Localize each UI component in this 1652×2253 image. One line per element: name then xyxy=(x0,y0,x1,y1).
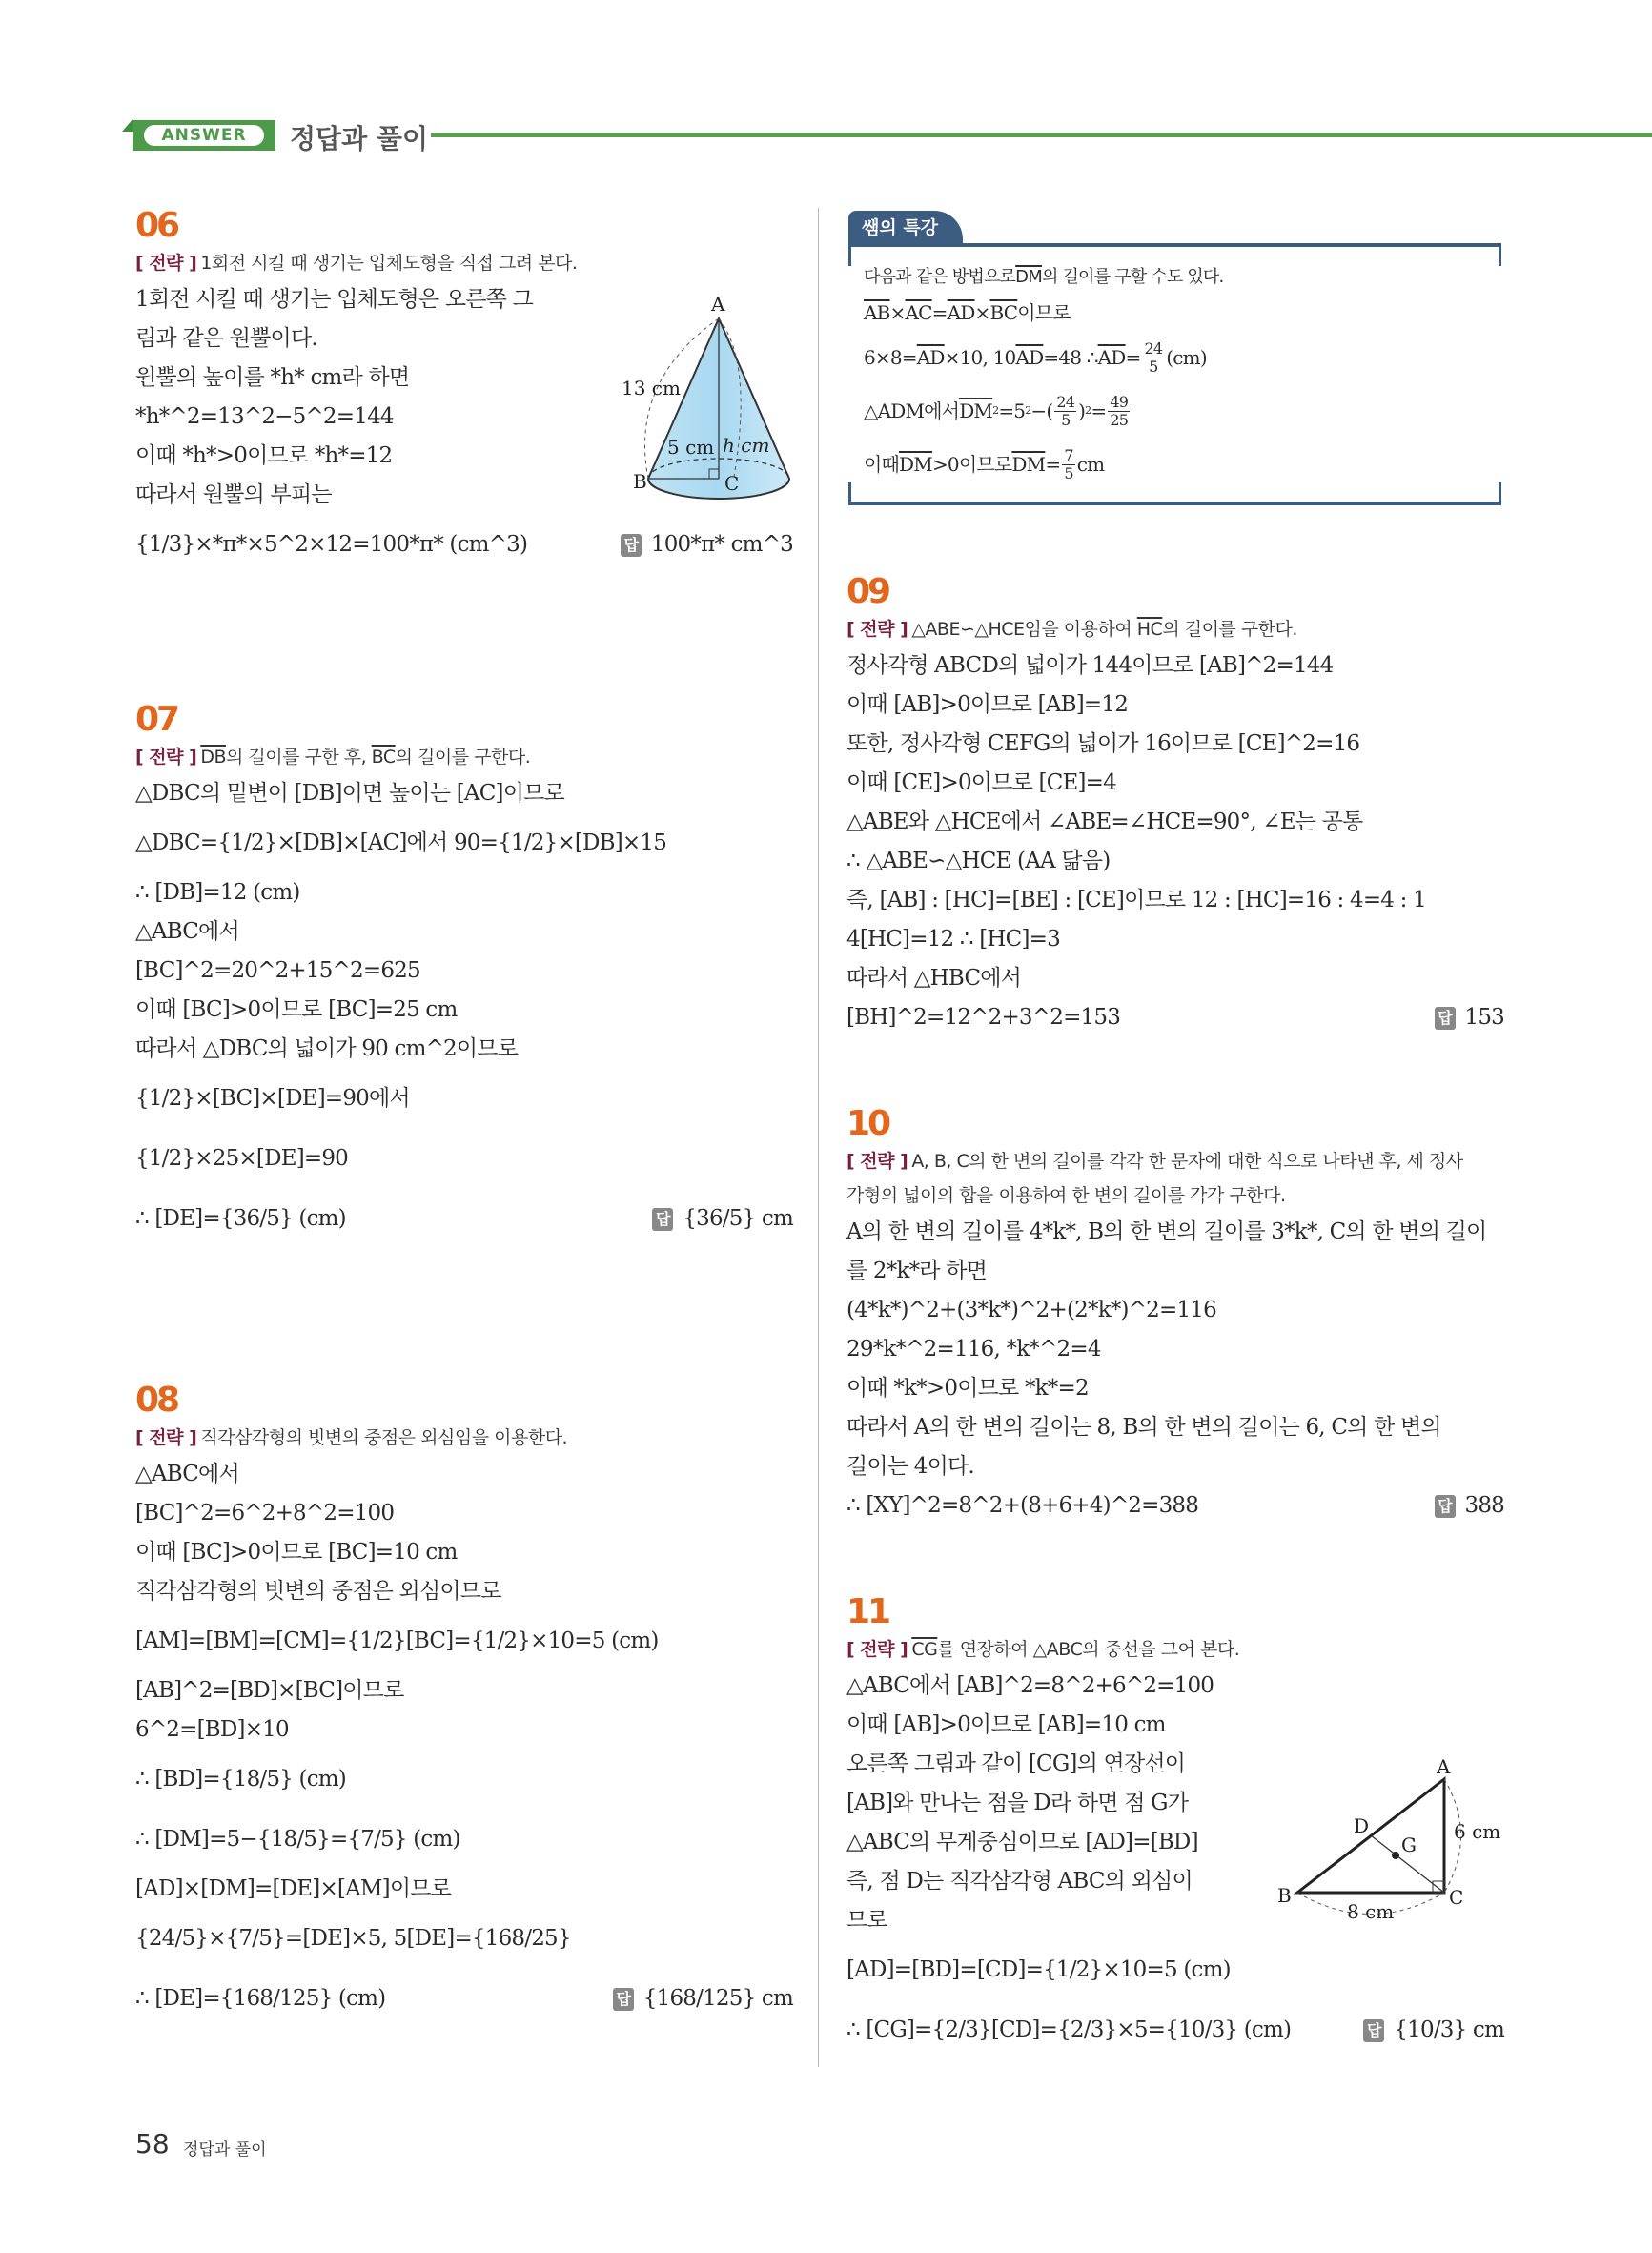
problem-number: 08 xyxy=(135,1381,178,1420)
answer-badge-label: ANSWER xyxy=(144,125,264,146)
problem-number: 11 xyxy=(846,1592,889,1631)
solution-line-text: [BH]^2=12^2+3^2=153 xyxy=(846,1005,1121,1030)
solution-line-text: 따라서 △DBC의 넓이가 90 cm^2이므로 xyxy=(135,1036,519,1061)
tri-label-g: G xyxy=(1401,1833,1417,1856)
solution-line-text: △ABC에서 [AB]^2=8^2+6^2=100 xyxy=(846,1673,1214,1698)
solution-line-text: 길이는 4이다. xyxy=(846,1454,974,1479)
solution-line-text: 6^2=[BD]×10 xyxy=(135,1717,289,1742)
solution-line-text: 이때 *k*>0이므로 *k*=2 xyxy=(846,1376,1089,1401)
solution-line-text: 이때 [CE]>0이므로 [CE]=4 xyxy=(846,770,1116,795)
solution-line-text: ∴ [CG]={2/3}[CD]={2/3}×5={10/3} (cm) xyxy=(846,2017,1292,2042)
solution-line-text: {1/2}×25×[DE]=90 xyxy=(135,1146,349,1171)
solution-line-text: 즉, [AB] : [HC]=[BE] : [CE]이므로 12 : [HC]=16 : 4=4 : 1 xyxy=(846,888,1426,912)
solution-line-text: [BC]^2=6^2+8^2=100 xyxy=(135,1501,395,1526)
solution-line-text: 이때 [AB]>0이므로 [AB]=12 xyxy=(846,692,1129,717)
solution-line-text: 또한, 정사각형 CEFG의 넓이가 16이므로 [CE]^2=16 xyxy=(846,731,1360,756)
solution-line-text: [AB]와 만나는 점을 D라 하면 점 G가 xyxy=(846,1791,1189,1815)
tri-label-d: D xyxy=(1354,1814,1370,1837)
solution-line-text: ∴ [DM]=5−{18/5}={7/5} (cm) xyxy=(135,1827,460,1852)
cone-label-b: B xyxy=(633,470,647,493)
solution-line-text: [AM]=[BM]=[CM]={1/2}[BC]={1/2}×10=5 (cm) xyxy=(135,1628,659,1653)
solution-line-text: (4*k*)^2+(3*k*)^2+(2*k*)^2=116 xyxy=(846,1298,1216,1322)
footer-label: 정답과 풀이 xyxy=(183,2140,267,2160)
tri-label-ac: 6 cm xyxy=(1454,1820,1501,1843)
final-answer-value: {10/3} cm xyxy=(1394,2017,1504,2042)
solution-line-text: ∴ [DE]={36/5} (cm) xyxy=(135,1206,346,1231)
problem-number: 07 xyxy=(135,700,178,739)
final-answer-value: 153 xyxy=(1464,1005,1504,1030)
solution-line-text: 4[HC]=12 ∴ [HC]=3 xyxy=(846,927,1060,952)
solution-line-text: 즉, 점 D는 직각삼각형 ABC의 외심이 xyxy=(846,1869,1193,1894)
fraction: $\frac{49}{25}$ xyxy=(1110,392,1129,429)
strategy-text: A, B, C의 한 변의 길이를 각각 한 문자에 대한 식으로 나타낸 후, 세 정사 xyxy=(911,1151,1463,1172)
solution-line-text: {24/5}×{7/5}=[DE]×5, 5[DE]={168/25} xyxy=(135,1926,571,1951)
fraction: $\frac{24}{5}$ xyxy=(1144,338,1163,376)
tip-line: △ADM에서 $\overline{DM}$ 2 =5 2 −( $\frac{24}{5}$ ) 2 = $\frac{49}{25}$ xyxy=(864,392,1129,429)
answer-icon: 답 xyxy=(1435,1495,1456,1518)
strategy-text: △ABE∽△HCE임을 이용하여 $\overline{HC}$의 길이를 구한다. xyxy=(911,619,1297,640)
strategy-label: [ 전략 ] xyxy=(135,253,197,274)
tip-title: 쌤의 특강 xyxy=(848,211,963,245)
solution-line-text: ∴ [DB]=12 (cm) xyxy=(135,880,300,905)
solution-line-text: ∴ △ABE∽△HCE (AA 닮음) xyxy=(846,849,1111,873)
problem-number: 10 xyxy=(846,1104,889,1143)
solution-line-text: ∴ [BD]={18/5} (cm) xyxy=(135,1767,346,1792)
strategy-text: $\overline{DB}$의 길이를 구한 후, $\overline{BC}$의 길이를 구한다. xyxy=(200,747,531,768)
tri-label-c: C xyxy=(1449,1886,1464,1909)
strategy-label: [ 전략 ] xyxy=(135,747,197,768)
solution-line-text: [AD]×[DM]=[DE]×[AM]이므로 xyxy=(135,1876,452,1901)
solution-line-text: 원뿔의 높이를 *h* cm라 하면 xyxy=(135,365,410,390)
solution-line-text: ∴ [DE]={168/125} (cm) xyxy=(135,1986,386,2011)
solution-line-text: A의 한 변의 길이를 4*k*, B의 한 변의 길이를 3*k*, C의 한 변의 길이 xyxy=(846,1219,1487,1244)
solution-line-text: △ABC의 무게중심이므로 [AD]=[BD] xyxy=(846,1830,1198,1854)
problem-number: 09 xyxy=(846,572,889,611)
solution-line-text: 이때 [BC]>0이므로 [BC]=25 cm xyxy=(135,997,458,1022)
answer-icon: 답 xyxy=(1363,2019,1384,2042)
solution-line-text: △ABC에서 xyxy=(135,1462,239,1486)
tip-line: 6×8= $\overline{AD}$ ×10, 10 $\overline{AD}$ =48 ∴ $\overline{AD}$ = $\frac{24}{5}$ (cm) xyxy=(864,338,1207,376)
solution-line-text: △DBC의 밑변이 [DB]이면 높이는 [AC]이므로 xyxy=(135,781,564,806)
fraction: $\frac{24}{5}$ xyxy=(1056,392,1075,429)
cone-label-radius: 5 cm xyxy=(667,436,715,459)
solution-line-text: 직각삼각형의 빗변의 중점은 외심이므로 xyxy=(135,1579,501,1604)
tip-line: 이때 $\overline{DM}$ >0이므로 $\overline{DM}$ = $\frac{7}{5}$ cm xyxy=(864,445,1105,482)
solution-line-text: {1/3}×*π*×5^2×12=100*π* (cm^3) xyxy=(135,532,528,557)
final-answer-value: 100*π* cm^3 xyxy=(650,532,793,557)
final-answer-value: {36/5} cm xyxy=(683,1206,793,1231)
page-number: 58 xyxy=(135,2128,170,2160)
solution-line-text: 이때 [BC]>0이므로 [BC]=10 cm xyxy=(135,1540,458,1565)
answer-icon: 답 xyxy=(652,1208,673,1231)
triangle-figure xyxy=(1277,1755,1500,1923)
cone-label-slant: 13 cm xyxy=(622,377,681,399)
solution-line-text: 따라서 △HBC에서 xyxy=(846,966,1022,991)
final-answer-value: 388 xyxy=(1464,1493,1504,1518)
strategy-label: [ 전략 ] xyxy=(846,1151,908,1172)
problem-number: 06 xyxy=(135,206,178,245)
solution-line-text: 1회전 시킬 때 생기는 입체도형은 오른쪽 그 xyxy=(135,287,534,312)
strategy-text: 직각삼각형의 빗변의 중점은 외심임을 이용한다. xyxy=(200,1427,568,1448)
solution-line-text: 를 2*k*라 하면 xyxy=(846,1259,988,1283)
solution-line-text: 따라서 원뿔의 부피는 xyxy=(135,482,332,507)
strategy-label: [ 전략 ] xyxy=(846,1639,908,1660)
strategy-label: [ 전략 ] xyxy=(135,1427,197,1448)
solution-line-text: △DBC={1/2}×[DB]×[AC]에서 90={1/2}×[DB]×15 xyxy=(135,830,667,855)
solution-line-text: 정사각형 ABCD의 넓이가 144이므로 [AB]^2=144 xyxy=(846,653,1334,678)
tri-label-b: B xyxy=(1277,1884,1292,1907)
cone-label-c: C xyxy=(724,472,740,495)
answer-icon: 답 xyxy=(613,1988,634,2011)
solution-line-text: [AB]^2=[BD]×[BC]이므로 xyxy=(135,1678,404,1703)
solution-line-text: 므로 xyxy=(846,1908,887,1933)
strategy-text: $\overline{CG}$를 연장하여 △ABC의 중선을 그어 본다. xyxy=(911,1639,1240,1660)
solution-line-text: △ABE와 △HCE에서 ∠ABE=∠HCE=90°, ∠E는 공통 xyxy=(846,809,1363,834)
solution-line-text: △ABC에서 xyxy=(135,919,239,944)
strategy-text: 1회전 시킬 때 생기는 입체도형을 직접 그려 본다. xyxy=(200,253,578,274)
tip-line: 다음과 같은 방법으로 $\overline{DM}$ 의 길이를 구할 수도 있다. xyxy=(864,266,1224,287)
solution-line-text: *h*^2=13^2−5^2=144 xyxy=(135,404,394,429)
cone-figure xyxy=(622,293,789,499)
solution-line-text: ∴ [XY]^2=8^2+(8+6+4)^2=388 xyxy=(846,1493,1199,1518)
final-answer-value: {168/125} cm xyxy=(642,1986,793,2011)
answer-icon: 답 xyxy=(1435,1007,1456,1030)
strategy-label: [ 전략 ] xyxy=(846,619,908,640)
solution-line-text: 림과 같은 원뿔이다. xyxy=(135,326,317,351)
solution-line-text: 이때 [AB]>0이므로 [AB]=10 cm xyxy=(846,1712,1166,1737)
tri-label-a: A xyxy=(1437,1755,1451,1778)
solution-line-text: {1/2}×[BC]×[DE]=90에서 xyxy=(135,1086,410,1111)
fraction: $\frac{7}{5}$ xyxy=(1064,445,1073,482)
solution-line-text: 오른쪽 그림과 같이 [CG]의 연장선이 xyxy=(846,1751,1186,1776)
strategy-text: 각형의 넓이의 합을 이용하여 한 변의 길이를 각각 구한다. xyxy=(846,1185,1286,1206)
answer-icon: 답 xyxy=(621,534,642,557)
cone-label-a: A xyxy=(711,293,725,316)
tip-line: $\overline{AB}$ × $\overline{AC}$ = $\overline{AD}$ × $\overline{BC}$ 이므로 xyxy=(864,300,1071,324)
solution-line-text: 29*k*^2=116, *k*^2=4 xyxy=(846,1337,1101,1362)
tri-label-bc: 8 cm xyxy=(1347,1900,1395,1923)
solution-line-text: 따라서 A의 한 변의 길이는 8, B의 한 변의 길이는 6, C의 한 변의 xyxy=(846,1415,1441,1440)
solution-line-text: [AD]=[BD]=[CD]={1/2}×10=5 (cm) xyxy=(846,1957,1231,1982)
cone-label-height: h cm xyxy=(723,434,770,457)
page-title: 정답과 풀이 xyxy=(290,123,428,154)
solution-line-text: 이때 *h*>0이므로 *h*=12 xyxy=(135,443,393,468)
solution-line-text: [BC]^2=20^2+15^2=625 xyxy=(135,958,420,983)
